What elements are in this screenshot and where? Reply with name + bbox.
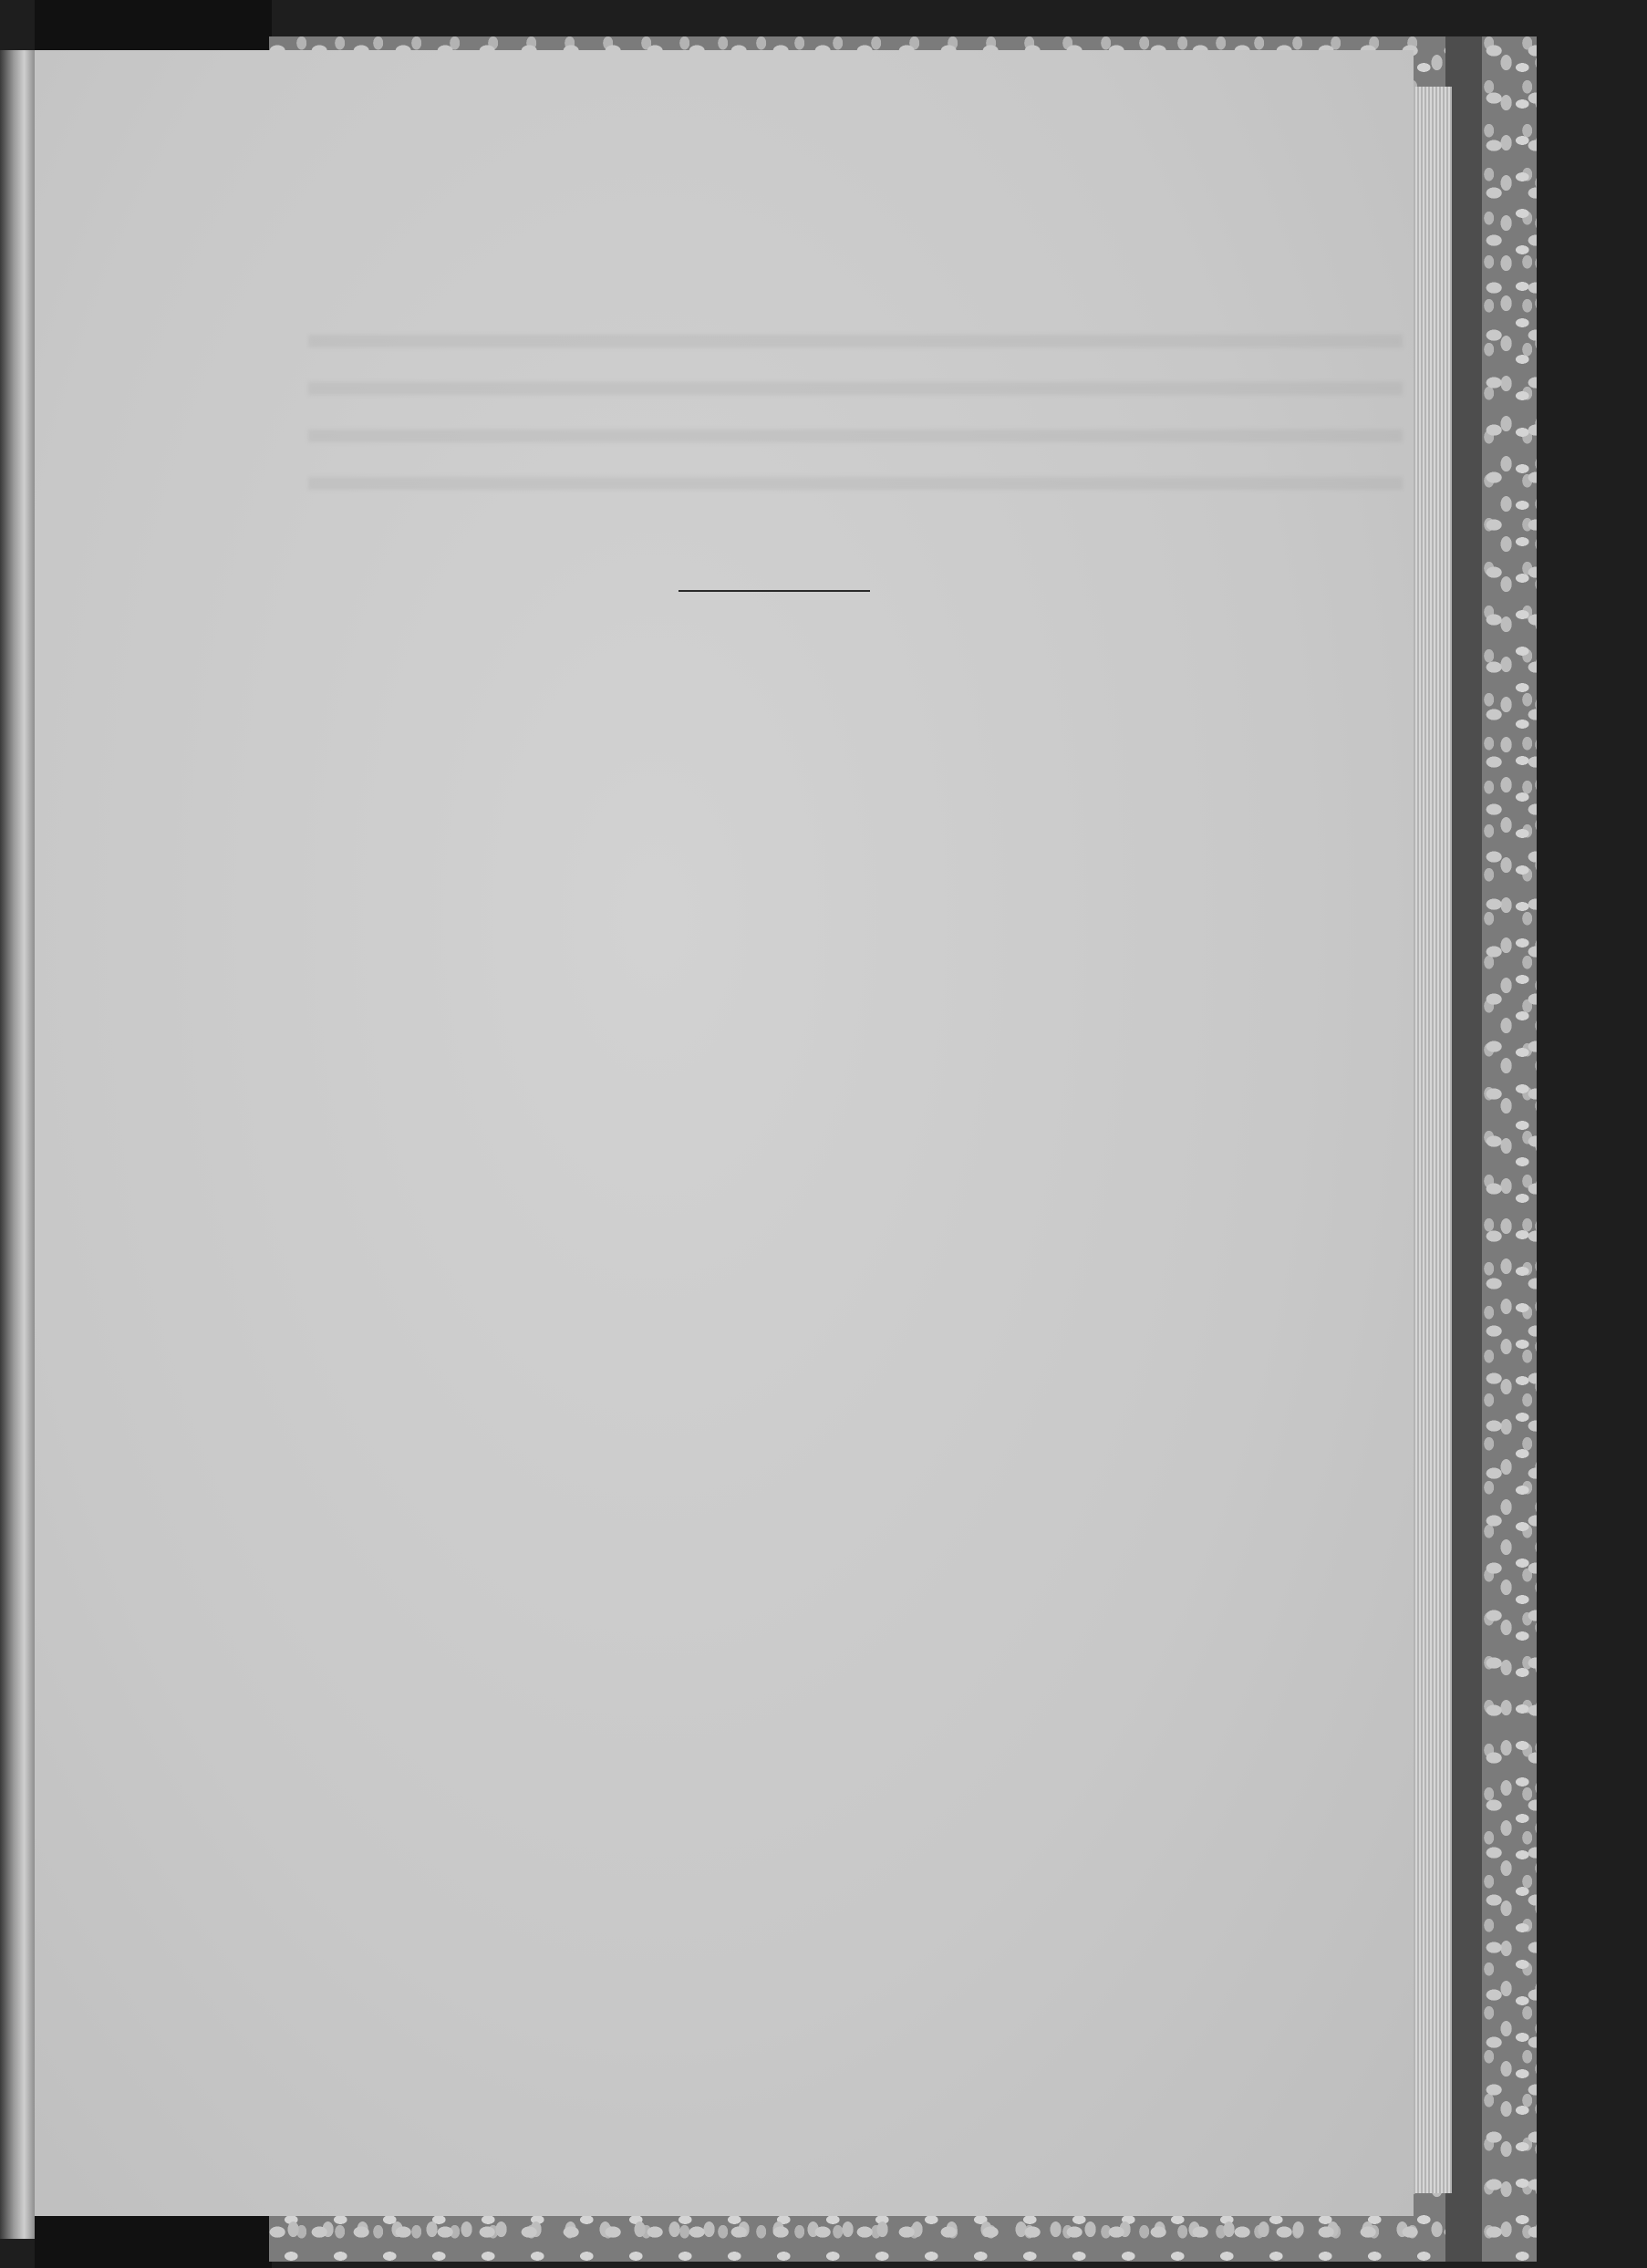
previous-page-edge <box>0 50 35 2239</box>
title-divider <box>678 590 870 592</box>
book-page <box>35 50 1414 2216</box>
bleed-through-text <box>308 306 1403 524</box>
